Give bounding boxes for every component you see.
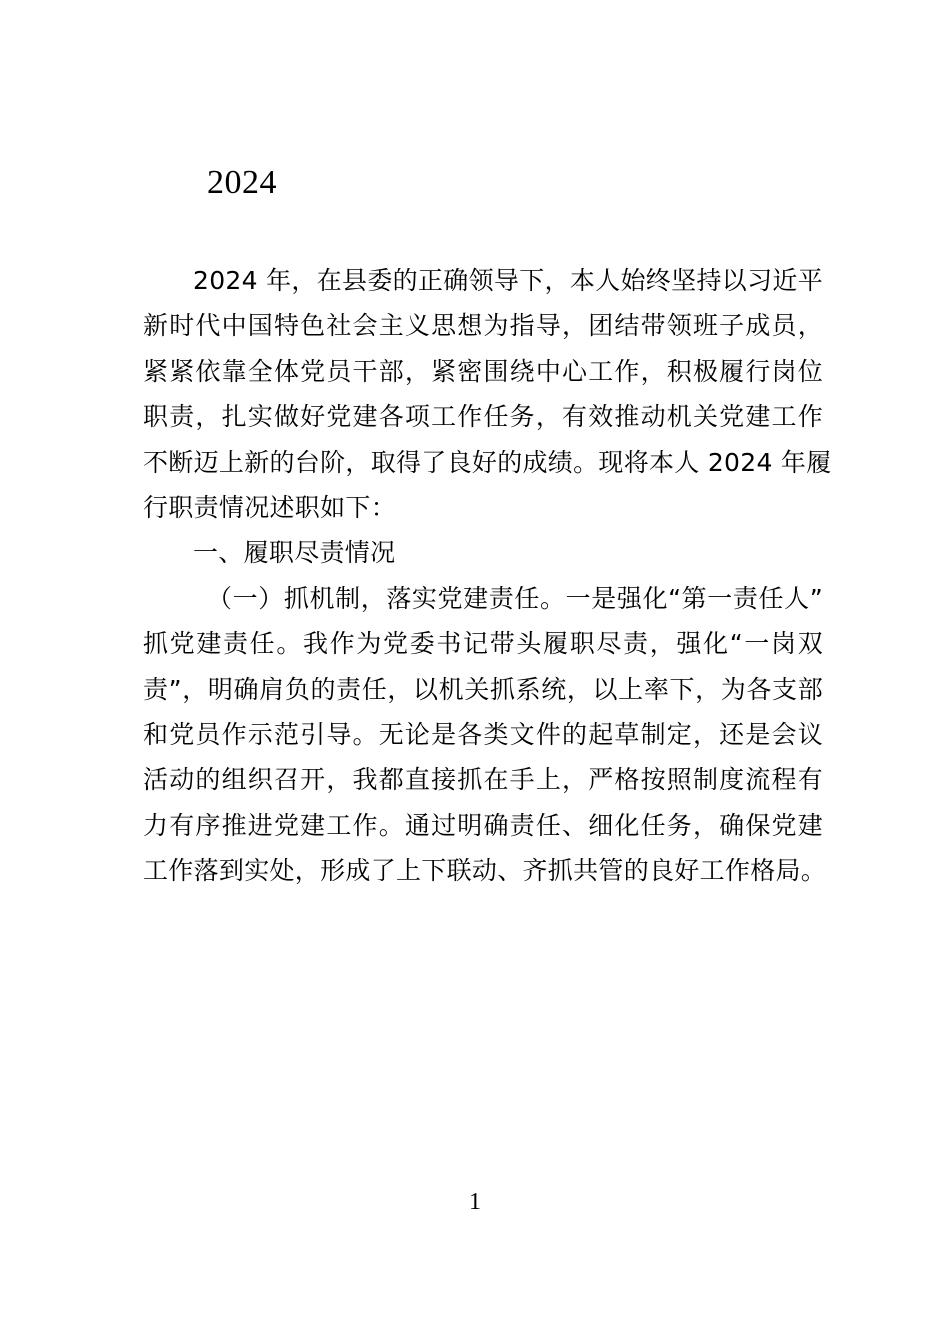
paragraph-line: 紧紧依靠全体党员干部，紧密围绕中心工作，积极履行岗位 (143, 356, 823, 386)
paragraph-line: 活动的组织召开，我都直接抓在手上，严格按照制度流程有 (143, 765, 823, 795)
document-body (143, 258, 832, 893)
section-heading: 一、履职尽责情况 (193, 538, 396, 568)
paragraph-line: 行职责情况述职如下： (143, 492, 397, 522)
page-number: 1 (469, 1189, 481, 1215)
paragraph-line: 和党员作示范引导。无论是各类文件的起草制定，还是会议 (143, 719, 823, 749)
paragraph-line: 2024 年，在县委的正确领导下，本人始终坚持以习近平 (193, 266, 823, 295)
paragraph-line: 不断迈上新的台阶，取得了良好的成绩。现将本人 2024 年履 (143, 447, 832, 477)
paragraph-line: 工作落到实处，形成了上下联动、齐抓共管的良好工作格局。 (143, 856, 827, 886)
paragraph-line: （一）抓机制，落实党建责任。一是强化“第一责任人” (207, 583, 823, 613)
document-title: 2024 (207, 164, 277, 201)
paragraph-line: 力有序推进党建工作。通过明确责任、细化任务，确保党建 (143, 810, 823, 840)
paragraph-line: 新时代中国特色社会主义思想为指导，团结带领班子成员， (143, 311, 823, 341)
paragraph-line: 抓党建责任。我作为党委书记带头履职尽责，强化“一岗双 (143, 629, 823, 659)
paragraph-line: 责”，明确肩负的责任，以机关抓系统，以上率下，为各支部 (143, 674, 823, 704)
paragraph-line: 职责，扎实做好党建各项工作任务，有效推动机关党建工作 (143, 402, 823, 432)
